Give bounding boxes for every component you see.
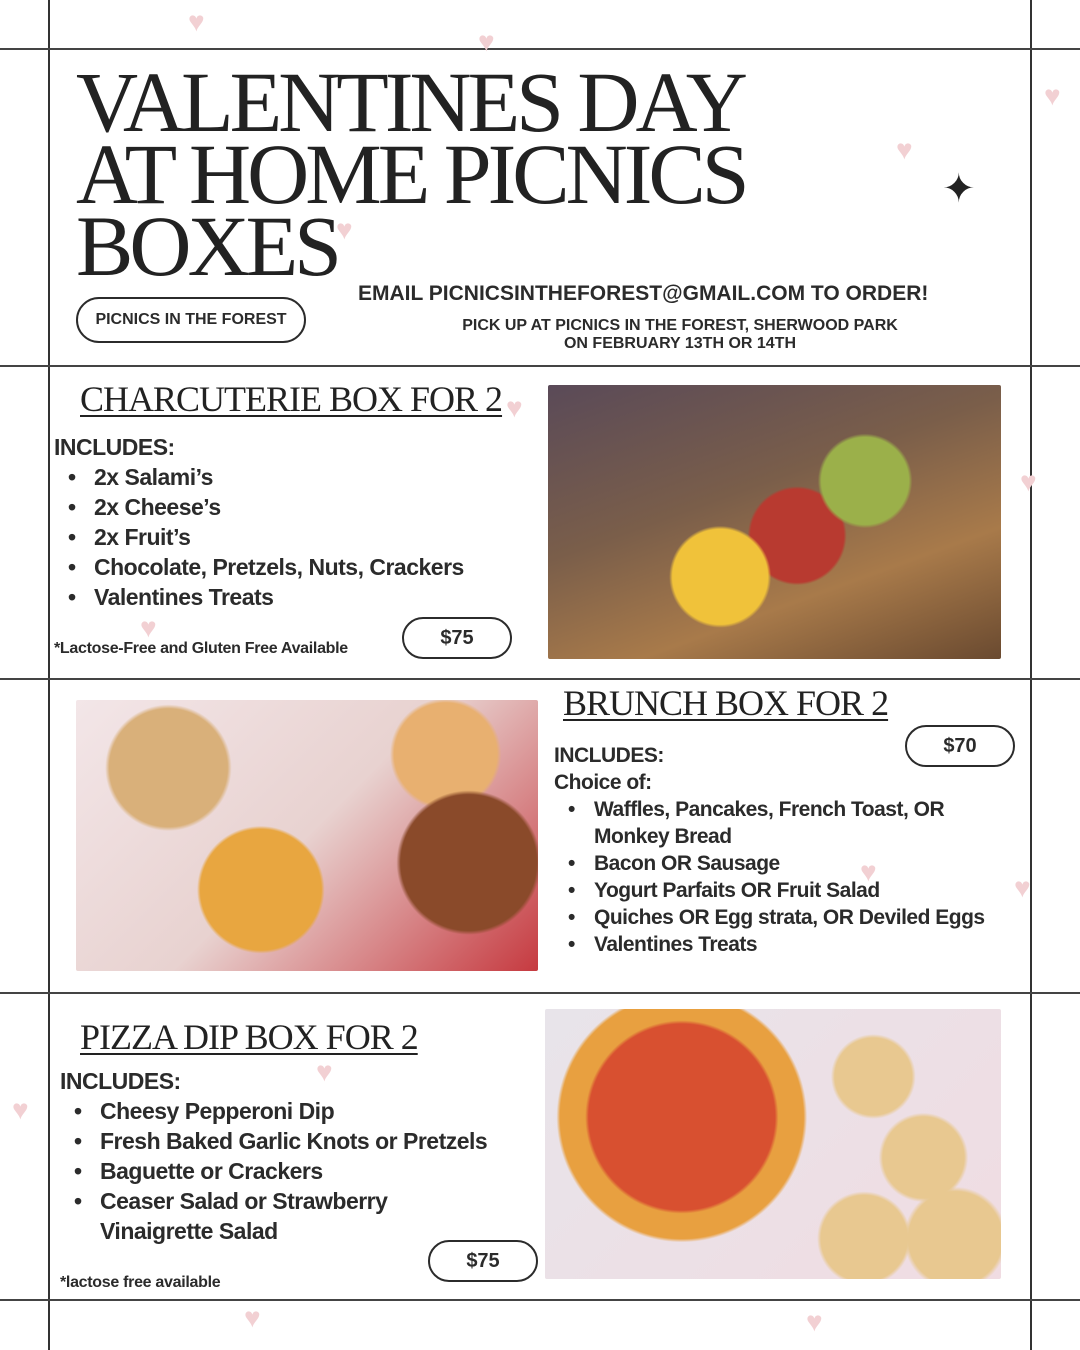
heart-icon: ♥ xyxy=(316,1056,333,1087)
heart-icon: ♥ xyxy=(506,392,523,423)
list-item: • Valentines Treats xyxy=(554,931,1024,958)
divider xyxy=(0,678,1080,680)
heart-icon: ♥ xyxy=(896,134,913,165)
list-item: • Waffles, Pancakes, French Toast, OR Monkey Bread xyxy=(554,796,1024,850)
list-item: • Valentines Treats xyxy=(54,582,524,612)
dietary-note: *Lactose-Free and Gluten Free Available xyxy=(54,640,348,657)
list-item: • 2x Cheese’s xyxy=(54,492,524,522)
heart-icon: ♥ xyxy=(188,6,205,37)
sparkle-icon: ✦ xyxy=(942,167,976,211)
charcuterie-photo xyxy=(548,385,1001,659)
heart-icon: ♥ xyxy=(1020,466,1037,497)
pizza-includes xyxy=(60,1066,530,1246)
divider xyxy=(0,992,1080,994)
price-badge: $70 xyxy=(905,725,1015,767)
order-email[interactable]: EMAIL PICNICSINTHEFOREST@GMAIL.COM TO ORDER! xyxy=(358,282,929,305)
list-item: • Chocolate, Pretzels, Nuts, Crackers xyxy=(54,552,524,582)
heart-icon: ♥ xyxy=(1044,80,1061,111)
list-item: • Fresh Baked Garlic Knots or Pretzels xyxy=(60,1126,530,1156)
brunch-photo xyxy=(76,700,538,971)
pizza-title: PIZZA DIP BOX FOR 2 xyxy=(80,1017,418,1057)
list-item: • Yogurt Parfaits OR Fruit Salad xyxy=(554,877,1024,904)
list-item: • Quiches OR Egg strata, OR Deviled Eggs xyxy=(554,904,1024,931)
list-item: • Baguette or Crackers xyxy=(60,1156,530,1186)
pickup-info xyxy=(400,317,960,353)
brunch-title: BRUNCH BOX FOR 2 xyxy=(563,683,889,723)
pizza-dip-photo xyxy=(545,1009,1001,1279)
list-item: • 2x Salami’s xyxy=(54,462,524,492)
heart-icon: ♥ xyxy=(806,1306,823,1337)
heart-icon: ♥ xyxy=(12,1094,29,1125)
divider xyxy=(0,1299,1080,1301)
choice-label: Choice of: xyxy=(554,771,652,794)
border-line xyxy=(48,0,50,1350)
divider xyxy=(0,48,1080,50)
brand-badge: PICNICS IN THE FOREST xyxy=(76,297,306,343)
price-badge: $75 xyxy=(428,1240,538,1282)
pickup-line: ON FEBRUARY 13TH OR 14TH xyxy=(563,335,797,352)
dietary-note: *lactose free available xyxy=(60,1274,221,1291)
heart-icon: ♥ xyxy=(140,612,157,643)
includes-label: INCLUDES: xyxy=(554,744,664,767)
heart-icon: ♥ xyxy=(478,26,495,57)
title-line: VALENTINES DAY xyxy=(76,54,744,150)
heart-icon: ♥ xyxy=(860,856,877,887)
charcuterie-title: CHARCUTERIE BOX FOR 2 xyxy=(80,379,503,419)
list-item: • Bacon OR Sausage xyxy=(554,850,1024,877)
heart-icon: ♥ xyxy=(1014,872,1031,903)
list-item: • Ceaser Salad or Strawberry Vinaigrette Salad xyxy=(60,1186,430,1246)
heart-icon: ♥ xyxy=(244,1302,261,1333)
charcuterie-includes xyxy=(54,432,524,612)
border-line xyxy=(1030,0,1032,1350)
includes-label: INCLUDES: xyxy=(54,434,175,460)
pickup-line: PICK UP AT PICNICS IN THE FOREST, SHERWOOD PARK xyxy=(462,317,898,334)
title-line: AT HOME PICNICS xyxy=(76,126,746,222)
brunch-includes xyxy=(554,742,1024,958)
list-item: • 2x Fruit’s xyxy=(54,522,524,552)
includes-label: INCLUDES: xyxy=(60,1068,181,1094)
price-badge: $75 xyxy=(402,617,512,659)
title-line: BOXES xyxy=(76,198,338,294)
divider xyxy=(0,365,1080,367)
heart-icon: ♥ xyxy=(336,214,353,245)
list-item: • Cheesy Pepperoni Dip xyxy=(60,1096,530,1126)
page-title xyxy=(76,54,746,294)
